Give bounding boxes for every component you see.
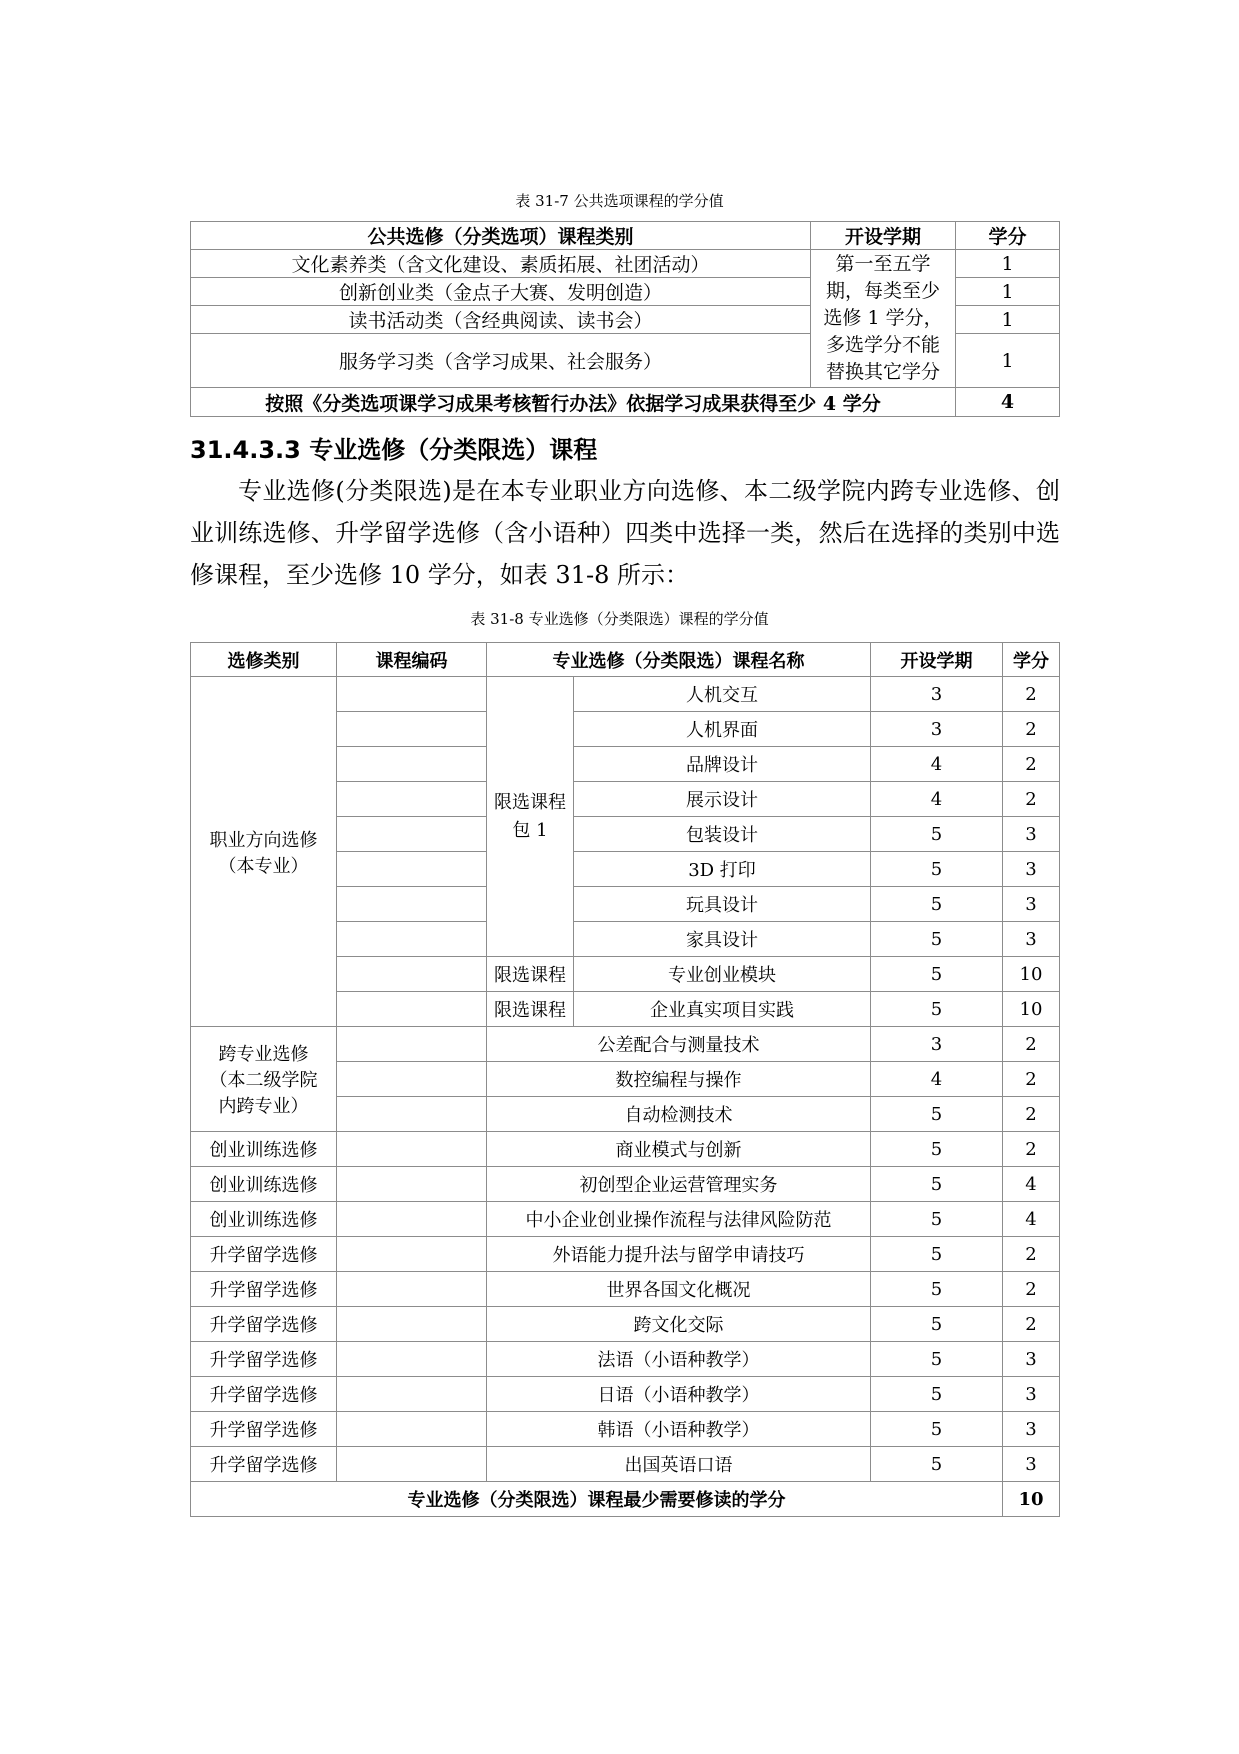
table1-caption: 表 31-7 公共选项课程的学分值 [515, 192, 724, 210]
course-code-cell [337, 1237, 487, 1272]
course-code-cell [337, 677, 487, 712]
semester-cell: 3 [871, 712, 1003, 747]
section-paragraph: 专业选修(分类限选)是在本专业职业方向选修、本二级学院内跨专业选修、创业训练选修、升学留学选修（含小语种）四类中选择一类，然后在选择的类别中选修课程，至少选修 10 学分，如表 31-8 所示： [190, 477, 1060, 589]
package-cell: 限选课程 [487, 957, 574, 992]
semester-cell: 5 [871, 1167, 1003, 1202]
course-name-cell: 3D 打印 [574, 852, 871, 887]
credit-cell: 1 [956, 306, 1060, 334]
semester-cell: 5 [871, 1342, 1003, 1377]
credit-cell: 2 [1003, 1132, 1060, 1167]
credit-cell: 10 [1003, 957, 1060, 992]
course-name-cell: 出国英语口语 [487, 1447, 871, 1482]
course-code-cell [337, 1447, 487, 1482]
course-name-cell: 展示设计 [574, 782, 871, 817]
category-cell: 服务学习类（含学习成果、社会服务） [191, 334, 811, 388]
header-course-name: 专业选修（分类限选）课程名称 [487, 643, 871, 677]
course-name-cell: 数控编程与操作 [487, 1062, 871, 1097]
course-code-cell [337, 1342, 487, 1377]
credit-cell: 2 [1003, 1272, 1060, 1307]
category-cell: 升学留学选修 [191, 1307, 337, 1342]
table-row [191, 1447, 1060, 1482]
total-row [191, 388, 1060, 417]
semester-cell: 5 [871, 852, 1003, 887]
header-semester: 开设学期 [811, 222, 956, 250]
semester-cell: 5 [871, 887, 1003, 922]
cell-line: 内跨专业） [218, 1096, 309, 1117]
table-row [191, 1167, 1060, 1202]
course-code-cell [337, 1412, 487, 1447]
course-name-cell: 企业真实项目实践 [574, 992, 871, 1027]
semester-cell: 4 [871, 1062, 1003, 1097]
credit-cell: 3 [1003, 887, 1060, 922]
credit-cell: 3 [1003, 1447, 1060, 1482]
table-row [191, 1307, 1060, 1342]
table-header-row [191, 222, 1060, 250]
semester-cell: 5 [871, 1237, 1003, 1272]
table-header-row [191, 643, 1060, 677]
course-code-cell [337, 887, 487, 922]
category-cell: 创新创业类（金点子大赛、发明创造） [191, 278, 811, 306]
course-name-cell: 公差配合与测量技术 [487, 1027, 871, 1062]
table-row [191, 250, 1060, 278]
category-cell: 升学留学选修 [191, 1447, 337, 1482]
course-code-cell [337, 1132, 487, 1167]
table-row [191, 1132, 1060, 1167]
credit-cell: 1 [956, 278, 1060, 306]
credit-cell: 2 [1003, 712, 1060, 747]
course-name-cell: 自动检测技术 [487, 1097, 871, 1132]
semester-cell: 3 [871, 1027, 1003, 1062]
semester-cell: 5 [871, 1307, 1003, 1342]
course-name-cell: 外语能力提升法与留学申请技巧 [487, 1237, 871, 1272]
cell-line: 跨专业选修 [218, 1044, 309, 1065]
credit-cell: 1 [956, 250, 1060, 278]
course-name-cell: 人机界面 [574, 712, 871, 747]
semester-cell: 5 [871, 957, 1003, 992]
credit-cell: 2 [1003, 1237, 1060, 1272]
course-code-cell [337, 1377, 487, 1412]
course-name-cell: 人机交互 [574, 677, 871, 712]
course-code-cell [337, 747, 487, 782]
course-name-cell: 韩语（小语种教学） [487, 1412, 871, 1447]
category-cell: 读书活动类（含经典阅读、读书会） [191, 306, 811, 334]
credit-cell: 2 [1003, 1062, 1060, 1097]
category-cell: 升学留学选修 [191, 1342, 337, 1377]
credit-cell: 3 [1003, 1377, 1060, 1412]
course-code-cell [337, 782, 487, 817]
table2-caption: 表 31-8 专业选修（分类限选）课程的学分值 [470, 610, 769, 628]
course-name-cell: 专业创业模块 [574, 957, 871, 992]
course-name-cell: 玩具设计 [574, 887, 871, 922]
category-cell: 升学留学选修 [191, 1237, 337, 1272]
table-row [191, 1342, 1060, 1377]
professional-elective-table [190, 642, 1060, 1517]
total-value: 4 [956, 388, 1060, 417]
course-name-cell: 包装设计 [574, 817, 871, 852]
semester-note-line: 期，每类至少 [825, 280, 940, 302]
total-label: 按照《分类选项课学习成果考核暂行办法》依据学习成果获得至少 4 学分 [191, 388, 956, 417]
course-name-cell: 家具设计 [574, 922, 871, 957]
credit-cell: 3 [1003, 1342, 1060, 1377]
total-row [191, 1482, 1060, 1517]
credit-cell: 2 [1003, 1027, 1060, 1062]
cell-line: （本专业） [218, 855, 309, 877]
table-row [191, 1202, 1060, 1237]
course-code-cell [337, 1097, 487, 1132]
course-name-cell: 初创型企业运营管理实务 [487, 1167, 871, 1202]
cell-line: 包 1 [512, 819, 548, 841]
category-cell: 文化素养类（含文化建设、素质拓展、社团活动） [191, 250, 811, 278]
semester-note-line: 选修 1 学分， [823, 307, 943, 329]
semester-cell: 5 [871, 1097, 1003, 1132]
header-category: 选修类别 [191, 643, 337, 677]
header-semester: 开设学期 [871, 643, 1003, 677]
semester-cell: 5 [871, 1377, 1003, 1412]
semester-note-cell [811, 250, 956, 388]
course-code-cell [337, 852, 487, 887]
credit-cell: 2 [1003, 1097, 1060, 1132]
course-code-cell [337, 922, 487, 957]
course-code-cell [337, 957, 487, 992]
course-code-cell [337, 1062, 487, 1097]
course-name-cell: 日语（小语种教学） [487, 1377, 871, 1412]
credit-cell: 4 [1003, 1167, 1060, 1202]
semester-cell: 5 [871, 817, 1003, 852]
category-cell: 创业训练选修 [191, 1202, 337, 1237]
course-code-cell [337, 1167, 487, 1202]
total-value: 10 [1003, 1482, 1060, 1517]
credit-cell: 3 [1003, 817, 1060, 852]
course-name-cell: 商业模式与创新 [487, 1132, 871, 1167]
table-row [191, 1377, 1060, 1412]
course-code-cell [337, 992, 487, 1027]
credit-cell: 3 [1003, 1412, 1060, 1447]
category-cell: 升学留学选修 [191, 1412, 337, 1447]
category-cell [191, 677, 337, 1027]
semester-note-line: 替换其它学分 [825, 361, 940, 383]
table-row [191, 1412, 1060, 1447]
semester-note-line: 第一至五学 [835, 253, 931, 275]
course-code-cell [337, 1272, 487, 1307]
course-code-cell [337, 817, 487, 852]
header-credit: 学分 [956, 222, 1060, 250]
semester-cell: 5 [871, 1447, 1003, 1482]
category-cell: 创业训练选修 [191, 1167, 337, 1202]
cell-line: 限选课程 [494, 791, 566, 813]
course-name-cell: 品牌设计 [574, 747, 871, 782]
semester-cell: 5 [871, 1272, 1003, 1307]
section-heading: 31.4.3.3 专业选修（分类限选）课程 [190, 436, 598, 464]
total-label: 专业选修（分类限选）课程最少需要修读的学分 [191, 1482, 1003, 1517]
credit-cell: 2 [1003, 782, 1060, 817]
course-code-cell [337, 712, 487, 747]
table-row [191, 677, 1060, 712]
package-cell [487, 677, 574, 957]
semester-cell: 4 [871, 747, 1003, 782]
semester-cell: 4 [871, 782, 1003, 817]
credit-cell: 4 [1003, 1202, 1060, 1237]
semester-cell: 3 [871, 677, 1003, 712]
header-code: 课程编码 [337, 643, 487, 677]
table-row [191, 1027, 1060, 1062]
header-category: 公共选修（分类选项）课程类别 [191, 222, 811, 250]
semester-cell: 5 [871, 992, 1003, 1027]
credit-cell: 2 [1003, 747, 1060, 782]
category-cell [191, 1027, 337, 1132]
credit-cell: 3 [1003, 852, 1060, 887]
credit-cell: 2 [1003, 677, 1060, 712]
semester-note-line: 多选学分不能 [825, 334, 940, 356]
cell-line: （本二级学院 [209, 1070, 318, 1091]
course-code-cell [337, 1307, 487, 1342]
semester-cell: 5 [871, 1412, 1003, 1447]
credit-cell: 1 [956, 334, 1060, 388]
table-row [191, 1272, 1060, 1307]
category-cell: 升学留学选修 [191, 1377, 337, 1412]
package-cell: 限选课程 [487, 992, 574, 1027]
public-elective-table [190, 221, 1060, 417]
credit-cell: 10 [1003, 992, 1060, 1027]
semester-cell: 5 [871, 1202, 1003, 1237]
course-code-cell [337, 1202, 487, 1237]
course-code-cell [337, 1027, 487, 1062]
course-name-cell: 法语（小语种教学） [487, 1342, 871, 1377]
header-credit: 学分 [1003, 643, 1060, 677]
table-row [191, 1237, 1060, 1272]
course-name-cell: 跨文化交际 [487, 1307, 871, 1342]
semester-cell: 5 [871, 922, 1003, 957]
category-cell: 创业训练选修 [191, 1132, 337, 1167]
semester-cell: 5 [871, 1132, 1003, 1167]
category-cell: 升学留学选修 [191, 1272, 337, 1307]
cell-line: 职业方向选修 [209, 829, 318, 851]
course-name-cell: 中小企业创业操作流程与法律风险防范 [487, 1202, 871, 1237]
credit-cell: 2 [1003, 1307, 1060, 1342]
course-name-cell: 世界各国文化概况 [487, 1272, 871, 1307]
credit-cell: 3 [1003, 922, 1060, 957]
